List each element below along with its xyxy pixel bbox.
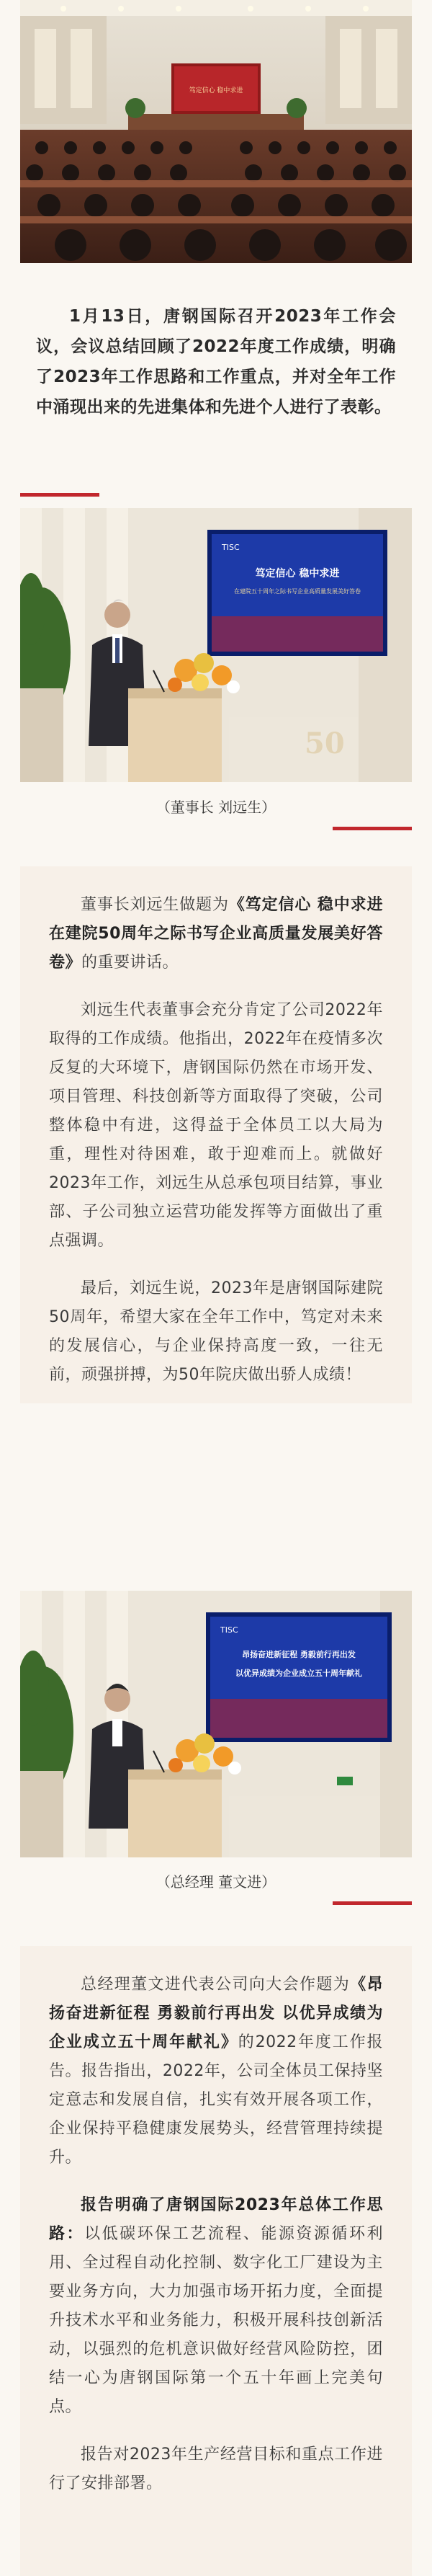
report-closing-paragraph: 报告对2023年生产经营目标和重点工作进行了安排部署。 (49, 2446, 383, 2492)
screen-title-text: 笃定信心 稳中求进 (255, 568, 340, 579)
report-intro-tail: 的2022年度工作报告。报告指出，2022年，公司全体员工保持坚定意志和发展自信，扎实有效开展各项工作，企业保持平稳健康发展势头，经营管理持续提升。 (49, 2033, 383, 2167)
section-divider (20, 493, 99, 497)
chairman-photo (20, 508, 412, 782)
speech-intro-text: 董事长刘远生做题为 (81, 896, 229, 914)
report-plan-text: 以低碳环保工艺流程、能源资源循环利用、全过程自动化控制、数字化工厂建设为主要业务方向，大力加强市场开拓力度，全面提升技术水平和业务能力，积极开展科技创新活动，以强烈的危机意识做好经营风险防控，团结一心为唐钢国际第一个五十年画上完美句点。 (49, 2225, 383, 2416)
work-report-section (20, 1946, 412, 2576)
general-manager-caption: （总经理 董文进） (156, 1873, 276, 1891)
meeting-hall-photo (20, 0, 412, 263)
screen-subtitle-text: 以优异成绩为企业成立五十周年献礼 (235, 1669, 362, 1678)
general-manager-photo (20, 1591, 412, 1857)
screen-subtitle-text: 在建院五十周年之际书写企业高质量发展美好答卷 (234, 588, 361, 595)
section-divider (333, 827, 412, 830)
report-plan-bold: 报告明确了唐钢国际2023年总体工作思路： (49, 2196, 383, 2243)
report-plan-paragraph (49, 2191, 383, 2422)
screen-logo-text: TISC (222, 543, 240, 552)
hall-banner-text: 笃定信心 稳中求进 (189, 87, 243, 94)
report-title-bold: 《昂扬奋进新征程 勇毅前行再出发 以优异成绩为企业成立五十周年献礼》 (49, 1976, 383, 2051)
intro-paragraph: 1月13日，唐钢国际召开2023年工作会议，会议总结回顾了2022年度工作成绩，明确了2023年工作思路和工作重点，并对全年工作中涌现出来的先进集体和先进个人进行了表彰。 (36, 307, 396, 417)
general-manager-image (20, 1591, 412, 1857)
screen-logo-text: TISC (220, 1625, 238, 1635)
screen-title-text: 昂扬奋进新征程 勇毅前行再出发 (242, 1650, 356, 1659)
speech-closing-paragraph: 最后，刘远生说，2023年是唐钢国际建院50周年，希望大家在全年工作中，笃定对未来的发展信心，与企业保持高度一致，一往无前，顽强拼搏，为50年院庆做出骄人成绩！ (49, 1279, 383, 1384)
chairman-speech-section (20, 866, 412, 1403)
speech-title-paragraph (49, 891, 383, 977)
speech-title-bold: 《笃定信心 稳中求进 在建院50周年之际书写企业高质量发展美好答卷》 (49, 896, 383, 972)
section-divider (333, 1901, 412, 1905)
meeting-hall-image (20, 0, 412, 263)
chairman-image (20, 508, 412, 782)
report-intro-paragraph (49, 1971, 383, 2172)
speech-body-paragraph: 刘远生代表董事会充分肯定了公司2022年取得的工作成绩。他指出，2022年在疫情多次反复的大环境下，唐钢国际仍然在市场开发、项目管理、科技创新等方面取得了突破，公司整体稳中有进，这得益于全体员工以大局为重，理性对待困难，敢于迎难而上。就做好2023年工作，刘远生从总承包项目结算，事业部、子公司独立运营功能发挥等方面做出了重点强调。 (49, 1001, 383, 1250)
speech-intro-tail: 的重要讲话。 (81, 954, 179, 972)
report-intro-text: 总经理董文进代表公司向大会作题为 (81, 1976, 351, 1994)
chairman-caption: （董事长 刘远生） (156, 799, 276, 816)
